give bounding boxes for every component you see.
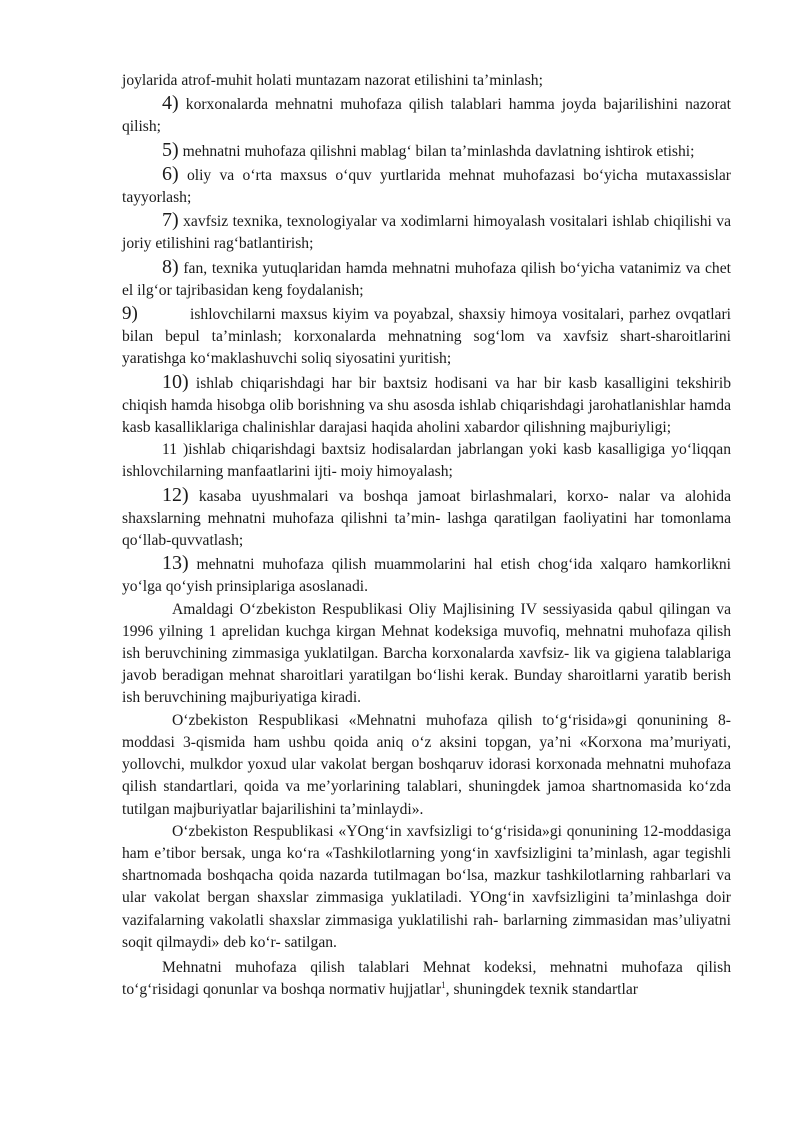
list-item-5: [122, 138, 731, 163]
paragraph-text: Mehnatni muhofaza qilish talablari Mehnat kodeksi, mehnatni muhofaza qilish to‘g‘risidagi qonunlar va boshqa normativ hujjatlar: [122, 958, 731, 999]
list-item-8: [122, 255, 731, 302]
list-number: 5): [162, 138, 179, 161]
list-item-text: korxonalarda mehnatni muhofaza qilish talablari hamma joyda bajarilishini nazorat qilish;: [122, 96, 731, 136]
list-number: 7): [162, 209, 179, 232]
paragraph-continuation: [122, 70, 731, 92]
list-item-text: mehnatni muhofaza qilishni mablag‘ bilan ta’minlashda davlatning ishtirok etishi;: [178, 142, 695, 160]
list-item-text: oliy va o‘rta maxsus o‘quv yurtlarida mehnat muhofazasi bo‘yicha mutaxassislar tayyorlash;: [122, 166, 731, 207]
list-number: 12): [162, 483, 189, 506]
paragraph-text: joylarida atrof-muhit holati muntazam nazorat etilishini ta’minlash;: [122, 72, 543, 89]
list-item-13: [122, 554, 731, 598]
list-item-6: [122, 162, 731, 209]
list-number: 9): [122, 303, 138, 325]
list-number: 4): [162, 92, 179, 115]
paragraph-fire-safety-law: [122, 821, 731, 954]
list-item-4: [122, 94, 731, 138]
list-item-text: xavfsiz texnika, texnologiyalar va xodimlarni himoyalash vositalari ishlab chiqilishi va joriy etilishini rag‘batlantirish;: [122, 213, 731, 253]
footnote-marker[interactable]: 1: [441, 979, 446, 990]
list-item-10: [122, 370, 731, 440]
list-item-text: 11 )ishlab chiqarishdagi baxtsiz hodisalardan jabrlangan yoki kasb kasalligiga yo‘liqqan ishlovchilarning manfaatlarini ijti- moiy himoyalash;: [122, 441, 731, 481]
document-body: [122, 70, 731, 1001]
list-item-text: mehnatni muhofaza qilish muammolarini hal etish chog‘ida xalqaro hamkorlikni yo‘lga qo‘yish prinsiplariga asoslanadi.: [122, 556, 731, 596]
list-item-text: fan, texnika yutuqlaridan hamda mehnatni muhofaza qilish bo‘yicha vatanimiz va chet el ilg‘or tajribasidan keng foydalanish;: [122, 259, 731, 299]
paragraph-labor-code: [122, 599, 731, 710]
list-item-text: ishlovchilarni maxsus kiyim va poyabzal, shaxsiy himoya vositalari, parhez ovqatlari bilan bepul ta’minlash; korxonalarda mehnatning sog‘lom va xavfsiz shart-sharoitlarini yaratishga ko‘maklashuvchi soliq siyosatini yuritish;: [122, 306, 731, 368]
paragraph-text-tail: , shuningdek texnik standartlar: [445, 981, 638, 999]
paragraph-labor-protection-law: [122, 710, 731, 821]
paragraph-text: O‘zbekiston Respublikasi «YOng‘in xavfsizligi to‘g‘risida»gi qonunining 12-moddasiga ham e’tibor bersak, unga ko‘ra «Tashkilotlarning yong‘in xavfsizligini ta’minlash, agar tegishli shartnomada boshqacha qoida nazarda tutilmagan bo‘lsa, mazkur tashkilotlarning rahbarlari va ular vakolat bergan shaxslar zimmasiga yuklatiladi. YOng‘in xavfsizligini ta’minlashga doir vazifalarning vakolatli shaxslar zimmasiga yuklatilishi rah- barlarning zimmasidan mas’uliyatni soqit qilmaydi» deb ko‘r- satilgan.: [122, 822, 731, 951]
list-item-11: [122, 439, 731, 483]
list-number: 8): [162, 255, 179, 278]
paragraph-requirements: [122, 957, 731, 1001]
list-item-12: [122, 483, 731, 553]
list-item-9: [122, 304, 731, 371]
paragraph-text: Amaldagi O‘zbekiston Respublikasi Oliy Majlisining IV sessiyasida qabul qilingan va 1996 yilning 1 aprelidan kuchga kirgan Mehnat kodeksiga muvofiq, mehnatni muhofaza qilish ish beruvchining zimmasiga yuklatilgan. Barcha korxonalarda xavfsiz- lik va gigiena talablariga javob beradigan mehnat sharoitlari yaratilgan bo‘lishi kerak. Bunday sharoitlarni yaratib berish ish beruvchining majburiyatiga kiradi.: [122, 600, 731, 707]
list-item-text: kasaba uyushmalari va boshqa jamoat birlashmalari, korxo- nalar va alohida shaxslarning mehnatni muhofaza qilishni ta’min- lashga qaratilgan faoliyatini har tomonlama qo‘llab-quvvatlash;: [122, 487, 731, 550]
list-item-text: ishlab chiqarishdagi har bir baxtsiz hodisani va har bir kasb kasalligini tekshirib chiqish hamda hisobga olib borishning va shu asosda ishlab chiqarishdagi jarohatlanishlar hamda kasb kasalliklariga chalinishlar darajasi haqida aholini xabardor qilishning majburiyligi;: [122, 374, 731, 437]
list-item-7: [122, 211, 731, 255]
paragraph-text: O‘zbekiston Respublikasi «Mehnatni muhofaza qilish to‘g‘risida»gi qonunining 8-moddasi 3-qismida ham ushbu qoida aniq o‘z aksini topgan, ya’ni «Korxona ma’muriyati, yollovchi, mulkdor yoxud ular vakolat bergan boshqaruv idorasi korxonada mehnatni muhofaza qilish standartlari, qoida va me’yorlarining talablari, shuningdek jamoa shartnomasida ko‘zda tutilgan majburiyatlar bajarilishini ta’minlaydi».: [122, 711, 731, 818]
list-number: 10): [162, 370, 189, 393]
list-number: 13): [162, 552, 189, 575]
list-number: 6): [162, 162, 179, 185]
